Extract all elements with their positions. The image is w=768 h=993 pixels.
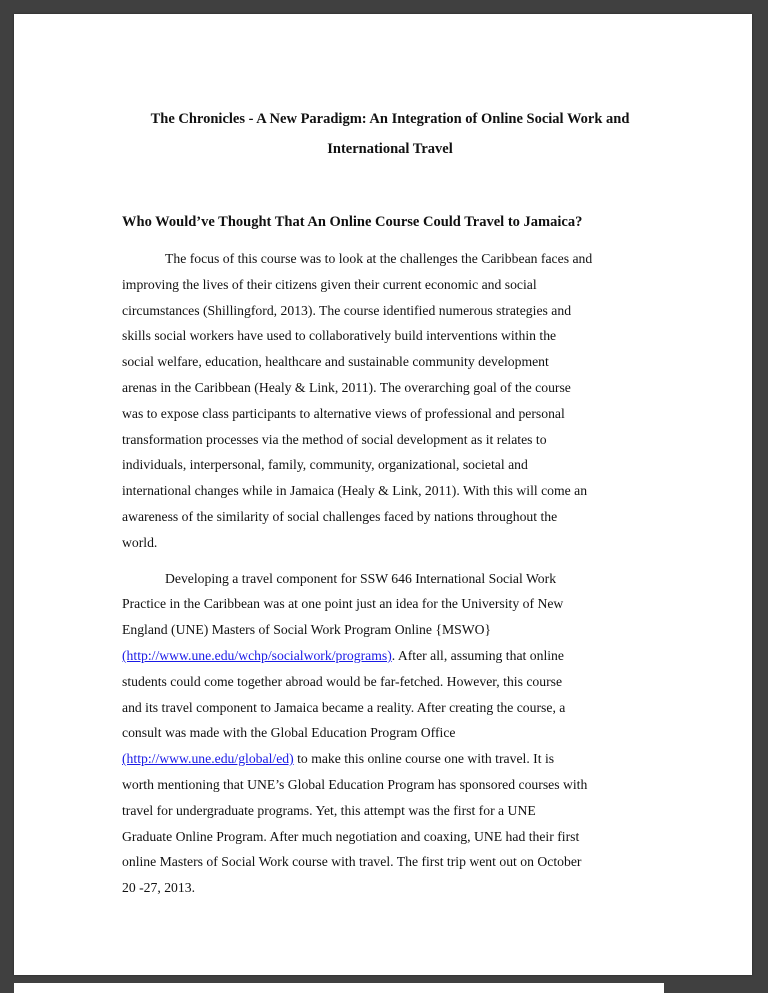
text-line: students could come together abroad would be far-fetched. However, this course xyxy=(122,673,563,689)
text-line: Graduate Online Program. After much negotiation and coaxing, UNE had their first xyxy=(122,828,580,844)
text-line: skills social workers have used to collaboratively build interventions within the xyxy=(122,328,557,344)
next-page-edge xyxy=(14,983,664,993)
text-line: consult was made with the Global Education Program Office xyxy=(122,725,456,741)
programs-link[interactable]: (http://www.une.edu/wchp/socialwork/programs) xyxy=(122,647,392,663)
section-heading: Who Would’ve Thought That An Online Course Could Travel to Jamaica? xyxy=(122,214,583,230)
text-line: 20 -27, 2013. xyxy=(122,880,195,896)
text-line: Developing a travel component for SSW 646 International Social Work xyxy=(165,570,557,586)
text-line: transformation processes via the method of social development as it relates to xyxy=(122,431,547,447)
text-line: social welfare, education, healthcare and sustainable community development xyxy=(122,354,549,370)
global-education-link[interactable]: (http://www.une.edu/global/ed) xyxy=(122,751,294,767)
text-line: Practice in the Caribbean was at one point just an idea for the University of New xyxy=(122,596,564,612)
text-line: worth mentioning that UNE’s Global Education Program has sponsored courses with xyxy=(122,776,588,792)
text-line xyxy=(122,746,658,772)
text-line: was to expose class participants to alternative views of professional and personal xyxy=(122,405,565,421)
text-line: world. xyxy=(122,534,158,550)
page-content xyxy=(122,104,658,901)
text-line: international changes while in Jamaica (Healy & Link, 2011). With this will come an xyxy=(122,483,588,499)
text-line: and its travel component to Jamaica became a reality. After creating the course, a xyxy=(122,699,566,715)
paragraph-1 xyxy=(122,246,658,556)
text-fragment: to make this online course one with travel. It is xyxy=(293,751,555,767)
text-line xyxy=(122,643,658,669)
text-line: online Masters of Social Work course with travel. The first trip went out on October xyxy=(122,854,582,870)
text-line: England (UNE) Masters of Social Work Program Online {MSWO} xyxy=(122,622,492,638)
text-line: arenas in the Caribbean (Healy & Link, 2011). The overarching goal of the course xyxy=(122,379,571,395)
paragraph-2 xyxy=(122,566,658,901)
text-fragment: . After all, assuming that online xyxy=(391,647,564,663)
document-title xyxy=(122,104,658,164)
text-line: circumstances (Shillingford, 2013). The course identified numerous strategies and xyxy=(122,302,572,318)
document-page xyxy=(14,14,752,975)
text-line: improving the lives of their citizens given their current economic and social xyxy=(122,276,537,292)
title-line: International Travel xyxy=(327,141,453,157)
text-line: awareness of the similarity of social challenges faced by nations throughout the xyxy=(122,508,558,524)
text-line: travel for undergraduate programs. Yet, this attempt was the first for a UNE xyxy=(122,802,536,818)
text-line: individuals, interpersonal, family, community, organizational, societal and xyxy=(122,457,528,473)
text-line: The focus of this course was to look at the challenges the Caribbean faces and xyxy=(165,251,593,266)
title-line: The Chronicles - A New Paradigm: An Integration of Online Social Work and xyxy=(150,111,630,127)
